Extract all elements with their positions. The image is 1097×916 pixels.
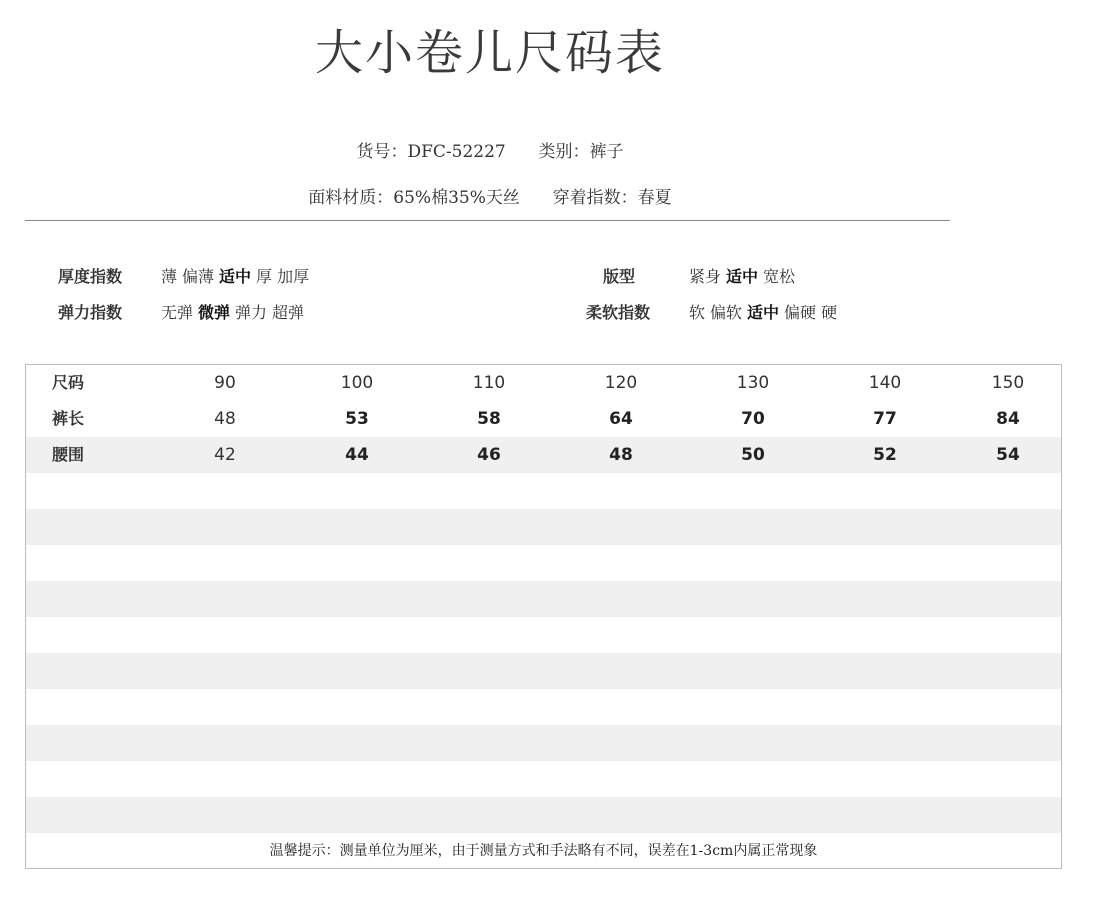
size-cell: 100 [340, 373, 374, 393]
thickness-option: 偏薄 [182, 267, 215, 286]
size-cell: 120 [604, 373, 638, 393]
measurement-cell: 48 [214, 409, 236, 429]
fabric-label: 面料材质： [308, 188, 394, 208]
softness-option: 偏软 [710, 303, 743, 322]
measurement-cell: 54 [996, 445, 1020, 465]
measurement-cell: 52 [873, 445, 897, 465]
measurement-cell: 44 [345, 445, 369, 465]
row-label-waist: 腰围 [52, 445, 85, 464]
softness-options [689, 300, 842, 323]
measurement-cell: 48 [609, 445, 633, 465]
measurement-cell: 46 [477, 445, 501, 465]
category-value: 裤子 [589, 142, 624, 162]
table-stripe [26, 653, 1061, 689]
measurement-cell: 84 [996, 409, 1020, 429]
size-cell: 110 [472, 373, 506, 393]
softness-option: 适中 [747, 303, 780, 322]
thickness-option: 适中 [219, 267, 252, 286]
size-cell: 130 [736, 373, 770, 393]
item-no-value: DFC-52227 [407, 142, 506, 162]
measurement-footnote: 温馨提示：测量单位为厘米，由于测量方式和手法略有不同，误差在1-3cm内属正常现象 [269, 843, 818, 859]
product-meta-line-1 [0, 137, 980, 162]
measurement-cell: 70 [741, 409, 765, 429]
elasticity-option: 无弹 [161, 303, 194, 322]
thickness-option: 厚 [256, 267, 273, 286]
table-row [26, 437, 1061, 473]
fit-label: 版型 [603, 267, 636, 286]
size-cell: 90 [214, 373, 236, 393]
measurement-cell: 77 [873, 409, 897, 429]
measurement-cell: 58 [477, 409, 501, 429]
elasticity-option: 微弹 [198, 303, 231, 322]
season-value: 春夏 [637, 188, 672, 208]
row-label-length: 裤长 [52, 409, 85, 428]
table-header-row [26, 365, 1061, 401]
fit-option: 适中 [726, 267, 759, 286]
table-stripe [26, 581, 1061, 617]
item-no-label: 货号： [356, 142, 408, 162]
product-meta-line-2 [0, 183, 980, 208]
table-stripe [26, 509, 1061, 545]
season-label: 穿着指数： [552, 188, 638, 208]
size-cell: 140 [868, 373, 902, 393]
thickness-label: 厚度指数 [58, 267, 123, 286]
thickness-option: 加厚 [277, 267, 310, 286]
category-label: 类别： [538, 142, 590, 162]
size-header-label: 尺码 [52, 373, 85, 392]
fit-option: 紧身 [689, 267, 722, 286]
elasticity-index [58, 300, 122, 323]
elasticity-option: 超弹 [272, 303, 305, 322]
table-row [26, 401, 1061, 437]
thickness-options [161, 264, 314, 287]
softness-option: 硬 [821, 303, 838, 322]
fabric-value: 65%棉35%天丝 [393, 188, 520, 208]
softness-option: 偏硬 [784, 303, 817, 322]
fit-index [603, 264, 635, 287]
measurement-cell: 53 [345, 409, 369, 429]
softness-index [586, 300, 650, 323]
fit-options [689, 264, 800, 287]
elasticity-option: 弹力 [235, 303, 268, 322]
elasticity-options [161, 300, 309, 323]
thickness-index [58, 264, 122, 287]
measurement-cell: 42 [214, 445, 236, 465]
thickness-option: 薄 [161, 267, 178, 286]
softness-option: 软 [689, 303, 706, 322]
table-stripe [26, 797, 1061, 833]
measurement-cell: 50 [741, 445, 765, 465]
softness-label: 柔软指数 [586, 303, 651, 322]
elasticity-label: 弹力指数 [58, 303, 123, 322]
size-table [25, 364, 1062, 869]
fit-option: 宽松 [763, 267, 796, 286]
size-cell: 150 [991, 373, 1025, 393]
header-divider [25, 220, 950, 221]
page-title: 大小卷儿尺码表 [314, 25, 665, 81]
table-stripe [26, 725, 1061, 761]
measurement-cell: 64 [609, 409, 633, 429]
